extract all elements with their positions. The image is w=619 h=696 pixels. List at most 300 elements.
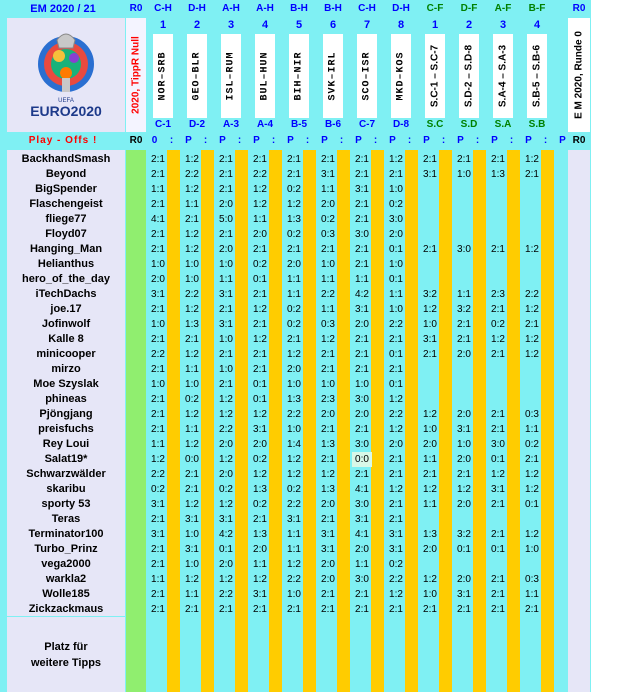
final-tip-cell: 2:1	[525, 454, 539, 465]
round-column-right	[568, 150, 590, 692]
tip-cell: 1:0	[389, 184, 403, 195]
tip-cell: 1:2	[219, 454, 233, 465]
tip-cell: 3:0	[355, 574, 369, 585]
tip-cell: 2:1	[355, 469, 369, 480]
tip-cell: 2:1	[151, 334, 165, 345]
final-tip-cell	[522, 257, 542, 272]
tip-cell: 2:1	[151, 604, 165, 615]
tip-column-stripe	[201, 150, 214, 692]
tip-cell: 2:1	[321, 589, 335, 600]
tip-cell: 3:1	[185, 514, 199, 525]
left-side-label: 2020, TippR Null	[126, 18, 146, 132]
final-tip-cell: 1:3	[491, 169, 505, 180]
round-column-left	[126, 150, 146, 692]
tip-cell: 2:0	[355, 409, 369, 420]
player-name: Rey Loui	[42, 438, 90, 450]
tip-cell: 2:0	[321, 199, 335, 210]
tip-cell: 2:1	[321, 514, 335, 525]
player-name: BackhandSmash	[21, 153, 111, 165]
tip-cell: 2:1	[151, 559, 165, 570]
tip-cell: 1:2	[253, 574, 267, 585]
footer-line-2: weitere Tipps	[30, 656, 102, 669]
final-tip-cell: 2:1	[457, 604, 471, 615]
tip-cell: 2:1	[219, 349, 233, 360]
tip-cell: 1:3	[321, 439, 335, 450]
right-side-label: E M 2020, Runde 0	[568, 18, 590, 132]
tip-cell: 2:1	[321, 424, 335, 435]
tip-cell: 1:2	[151, 454, 165, 465]
column-group-label: B-H	[290, 3, 308, 14]
tip-cell: 0:2	[287, 304, 301, 315]
tip-cell: 1:0	[185, 259, 199, 270]
tip-cell: 2:1	[185, 214, 199, 225]
final-tip-cell	[522, 392, 542, 407]
tip-cell: 3:1	[219, 514, 233, 525]
tip-cell: 2:1	[389, 364, 403, 375]
tip-cell: 1:0	[219, 334, 233, 345]
column-number: 1	[431, 19, 439, 31]
final-tip-cell: 1:2	[525, 334, 539, 345]
final-tip-cell	[522, 557, 542, 572]
tip-cell: 2:1	[151, 514, 165, 525]
final-tip-cell: 0:1	[491, 454, 505, 465]
tip-cell: 2:0	[253, 229, 267, 240]
tip-cell: 2:2	[389, 409, 403, 420]
final-tip-cell: 2:1	[525, 169, 539, 180]
tip-column-stripe	[473, 150, 486, 692]
subheader-marker: :	[237, 135, 242, 146]
tip-cell: 2:1	[219, 304, 233, 315]
tip-cell: 1:0	[287, 379, 301, 390]
tip-cell: 2:1	[253, 319, 267, 330]
tip-cell: 1:3	[253, 484, 267, 495]
final-tip-cell: 3:1	[423, 169, 437, 180]
final-tip-cell: 0:1	[525, 499, 539, 510]
tip-cell: 2:1	[287, 169, 301, 180]
tip-cell: 2:1	[219, 169, 233, 180]
tip-cell: 1:0	[321, 259, 335, 270]
final-tip-cell	[420, 257, 440, 272]
final-tip-cell: 2:1	[491, 244, 505, 255]
final-tip-cell: 2:1	[491, 499, 505, 510]
subheader-marker: P	[525, 135, 532, 146]
tip-cell: 3:0	[355, 229, 369, 240]
final-tip-cell: 3:1	[423, 334, 437, 345]
tip-cell: 2:1	[389, 499, 403, 510]
final-tip-cell: 1:2	[491, 469, 505, 480]
tip-cell: 2:1	[151, 409, 165, 420]
final-tip-cell	[454, 272, 474, 287]
tip-cell: 2:3	[321, 394, 335, 405]
subheader-marker: P	[321, 135, 328, 146]
final-tip-cell: 1:0	[525, 544, 539, 555]
tip-cell: 0:2	[389, 199, 403, 210]
tip-cell: 3:0	[355, 439, 369, 450]
tip-cell: 4:2	[219, 529, 233, 540]
tip-cell: 3:1	[321, 544, 335, 555]
tip-cell: 1:0	[185, 274, 199, 285]
tip-cell: 1:4	[287, 439, 301, 450]
tip-column-stripe	[167, 150, 180, 692]
round-code-right: R0	[572, 3, 586, 14]
final-tip-cell: 0:3	[525, 409, 539, 420]
tip-cell: 0:3	[321, 319, 335, 330]
column-sub-label: A-3	[222, 119, 240, 130]
final-tip-cell	[454, 182, 474, 197]
tip-cell: 2:1	[321, 349, 335, 360]
column-number: 2	[193, 19, 201, 31]
tip-cell: 1:1	[219, 274, 233, 285]
final-tip-cell	[420, 512, 440, 527]
final-tip-cell: 2:1	[491, 424, 505, 435]
tip-cell: 3:1	[389, 544, 403, 555]
subheader-marker: :	[407, 135, 412, 146]
column-sub-label: D-2	[188, 119, 206, 130]
final-tip-cell	[522, 512, 542, 527]
tip-cell: 1:1	[321, 184, 335, 195]
final-tip-cell: 2:0	[457, 349, 471, 360]
tip-cell: 2:1	[253, 349, 267, 360]
player-name: BigSpender	[35, 183, 97, 195]
tip-cell: 1:0	[355, 379, 369, 390]
tip-cell: 2:1	[253, 514, 267, 525]
tip-cell: 0:2	[321, 214, 335, 225]
tip-column-stripe	[405, 150, 418, 692]
column-match-label: NOR–SRB	[153, 34, 173, 118]
final-tip-cell	[522, 197, 542, 212]
tip-cell: 1:1	[151, 184, 165, 195]
column-group-label: C-H	[154, 3, 172, 14]
tip-cell: 2:1	[287, 334, 301, 345]
final-tip-cell: 2:2	[525, 289, 539, 300]
final-tip-cell: 1:3	[423, 529, 437, 540]
euro-2020-logo	[7, 18, 125, 132]
tip-cell: 2:2	[321, 289, 335, 300]
tip-cell: 2:2	[219, 589, 233, 600]
final-tip-cell: 2:0	[457, 454, 471, 465]
subheader-marker: :	[203, 135, 208, 146]
column-number: 4	[533, 19, 541, 31]
tip-cell: 2:1	[355, 424, 369, 435]
tip-cell: 2:0	[253, 544, 267, 555]
tip-cell: 2:0	[253, 439, 267, 450]
final-tip-cell: 2:1	[491, 409, 505, 420]
tip-cell: 2:1	[253, 154, 267, 165]
column-group-label: C-F	[426, 3, 444, 14]
column-number: 8	[397, 19, 405, 31]
tip-cell: 2:1	[253, 604, 267, 615]
final-tip-cell: 1:0	[423, 424, 437, 435]
tip-cell: 2:0	[321, 574, 335, 585]
column-match-label: SVK–IRL	[323, 34, 343, 118]
column-sub-label: B-5	[290, 119, 308, 130]
final-tip-cell: 0:1	[491, 544, 505, 555]
final-tip-cell: 1:1	[423, 454, 437, 465]
final-tip-cell	[522, 362, 542, 377]
tip-cell: 2:1	[151, 229, 165, 240]
final-tip-cell	[488, 362, 508, 377]
subheader-marker: :	[305, 135, 310, 146]
tip-cell: 2:0	[219, 559, 233, 570]
column-number: 4	[261, 19, 269, 31]
column-sub-label: S.A	[494, 119, 512, 130]
column-match-label: ISL–RUM	[221, 34, 241, 118]
column-sub-label: C-1	[154, 119, 172, 130]
final-tip-cell: 1:0	[457, 439, 471, 450]
tip-cell: 0:2	[389, 559, 403, 570]
tip-cell: 1:2	[219, 574, 233, 585]
final-tip-cell: 1:2	[457, 484, 471, 495]
tip-cell: 5:0	[219, 214, 233, 225]
final-tip-cell	[522, 212, 542, 227]
column-match-label: S.D-2 – S.D-8	[459, 34, 479, 118]
player-name: preisfuchs	[38, 423, 94, 435]
subheader-marker: :	[169, 135, 174, 146]
tip-cell: 0:1	[219, 544, 233, 555]
final-tip-cell: 2:1	[525, 604, 539, 615]
final-tip-cell	[454, 212, 474, 227]
final-tip-cell	[488, 182, 508, 197]
tip-cell: 2:2	[287, 499, 301, 510]
final-tip-cell: 0:1	[457, 544, 471, 555]
final-tip-cell	[454, 227, 474, 242]
final-tip-cell: 2:0	[423, 544, 437, 555]
final-tip-cell: 3:2	[457, 304, 471, 315]
tip-cell: 2:2	[219, 424, 233, 435]
tip-cell: 1:2	[287, 349, 301, 360]
final-tip-cell: 2:1	[423, 469, 437, 480]
tip-cell: 2:1	[321, 364, 335, 375]
tip-cell: 2:1	[219, 604, 233, 615]
final-tip-cell: 2:1	[491, 604, 505, 615]
tip-cell: 2:0	[355, 544, 369, 555]
tip-cell: 1:0	[287, 589, 301, 600]
player-name: vega2000	[41, 558, 91, 570]
final-tip-cell: 0:2	[525, 439, 539, 450]
final-tip-cell	[522, 182, 542, 197]
final-tip-cell: 1:0	[423, 589, 437, 600]
column-sub-label: A-4	[256, 119, 274, 130]
final-tip-cell	[488, 227, 508, 242]
svg-text:EURO2020: EURO2020	[30, 103, 102, 119]
tip-cell: 1:1	[287, 289, 301, 300]
column-group-label: D-H	[392, 3, 410, 14]
final-tip-cell: 2:0	[457, 499, 471, 510]
tip-cell: 0:2	[185, 394, 199, 405]
final-tip-cell	[420, 362, 440, 377]
tip-cell: 2:1	[253, 289, 267, 300]
column-number: 5	[295, 19, 303, 31]
column-group-label: A-F	[494, 3, 512, 14]
final-tip-cell: 2:1	[491, 304, 505, 315]
tip-cell: 2:1	[219, 154, 233, 165]
tip-cell: 1:2	[253, 334, 267, 345]
tip-cell: 2:2	[151, 349, 165, 360]
subheader-marker: P	[491, 135, 498, 146]
tip-cell: 2:1	[355, 589, 369, 600]
tip-cell: 1:2	[185, 229, 199, 240]
tip-cell: 3:1	[253, 589, 267, 600]
tip-cell: 1:2	[287, 454, 301, 465]
tip-cell: 2:1	[151, 154, 165, 165]
tip-cell: 1:2	[185, 499, 199, 510]
column-number: 2	[465, 19, 473, 31]
tip-cell: 2:2	[287, 574, 301, 585]
tip-cell: 2:1	[389, 454, 403, 465]
tip-cell: 1:1	[287, 544, 301, 555]
tip-cell: 2:2	[151, 469, 165, 480]
tip-cell: 2:1	[389, 604, 403, 615]
tip-cell: 2:1	[355, 214, 369, 225]
tip-cell: 2:1	[321, 454, 335, 465]
tip-cell: 0:1	[389, 274, 403, 285]
final-tip-cell: 2:1	[423, 604, 437, 615]
tip-cell: 2:1	[151, 394, 165, 405]
player-name: mirzo	[51, 363, 81, 375]
subheader-marker: :	[339, 135, 344, 146]
tip-cell: 2:0	[287, 259, 301, 270]
final-tip-cell: 2:1	[525, 319, 539, 330]
final-tip-cell: 3:0	[457, 244, 471, 255]
final-tip-cell	[454, 257, 474, 272]
column-sub-label: C-7	[358, 119, 376, 130]
subheader-marker: P	[219, 135, 226, 146]
player-name: Turbo_Prinz	[34, 543, 98, 555]
tip-cell: 2:1	[185, 604, 199, 615]
footer-line-1: Platz für	[44, 640, 88, 653]
column-match-label: S.A-4 – S.A-3	[493, 34, 513, 118]
tip-cell: 1:2	[185, 304, 199, 315]
tip-cell: 1:1	[253, 559, 267, 570]
tip-cell: 2:0	[321, 559, 335, 570]
subheader-marker: P	[185, 135, 192, 146]
tip-cell: 2:1	[287, 244, 301, 255]
final-tip-cell: 2:1	[491, 349, 505, 360]
trophy-icon	[7, 18, 125, 132]
tip-cell: 0:3	[321, 229, 335, 240]
tip-cell: 2:0	[287, 364, 301, 375]
tip-column-stripe	[439, 150, 452, 692]
player-name: Helianthus	[37, 258, 95, 270]
tip-cell: 0:1	[389, 349, 403, 360]
tip-cell: 1:1	[321, 274, 335, 285]
player-name: Kalle 8	[48, 333, 84, 345]
final-tip-cell: 3:0	[491, 439, 505, 450]
column-match-label: BUL–HUN	[255, 34, 275, 118]
column-number: 1	[159, 19, 167, 31]
column-group-label: A-H	[256, 3, 274, 14]
tip-cell: 1:2	[389, 154, 403, 165]
tip-cell: 1:1	[185, 589, 199, 600]
tip-cell: 1:3	[287, 214, 301, 225]
tip-cell: 2:2	[389, 319, 403, 330]
tip-cell: 2:1	[151, 199, 165, 210]
tip-cell: 2:1	[151, 304, 165, 315]
tip-cell: 2:2	[389, 574, 403, 585]
tip-cell: 1:0	[287, 424, 301, 435]
tip-cell: 0:0	[352, 452, 372, 467]
final-tip-cell	[420, 557, 440, 572]
player-name: sporty 53	[41, 498, 91, 510]
subheader-marker: P	[559, 135, 566, 146]
final-tip-cell	[420, 227, 440, 242]
tip-cell: 2:2	[185, 289, 199, 300]
final-tip-cell	[488, 272, 508, 287]
final-tip-cell: 2:1	[457, 334, 471, 345]
column-sub-label: S.B	[528, 119, 546, 130]
tip-column-stripe	[337, 150, 350, 692]
column-group-label: C-H	[358, 3, 376, 14]
final-tip-cell: 0:2	[491, 319, 505, 330]
tip-cell: 3:0	[355, 394, 369, 405]
tip-cell: 1:2	[287, 469, 301, 480]
tip-cell: 1:2	[253, 184, 267, 195]
final-tip-cell: 1:1	[423, 499, 437, 510]
tip-cell: 3:0	[389, 214, 403, 225]
tip-cell: 1:1	[287, 529, 301, 540]
final-tip-cell	[420, 182, 440, 197]
tip-cell: 1:3	[321, 484, 335, 495]
tip-cell: 2:1	[287, 154, 301, 165]
tip-cell: 2:2	[185, 169, 199, 180]
tip-cell: 2:1	[355, 364, 369, 375]
tip-cell: 3:1	[219, 319, 233, 330]
player-name: phineas	[45, 393, 87, 405]
column-group-label: D-H	[188, 3, 206, 14]
tip-cell: 1:2	[253, 304, 267, 315]
tip-cell: 0:1	[253, 274, 267, 285]
final-tip-cell	[488, 377, 508, 392]
final-tip-cell: 1:0	[423, 319, 437, 330]
tip-cell: 2:1	[355, 169, 369, 180]
final-tip-cell: 2:1	[491, 154, 505, 165]
player-name: hero_of_the_day	[21, 273, 111, 285]
tip-cell: 1:1	[287, 274, 301, 285]
tip-column-stripe	[269, 150, 282, 692]
tip-cell: 2:1	[151, 169, 165, 180]
final-tip-cell: 2:1	[457, 154, 471, 165]
final-tip-cell	[488, 257, 508, 272]
tip-cell: 3:1	[355, 304, 369, 315]
tip-cell: 3:1	[389, 529, 403, 540]
tip-cell: 1:0	[185, 559, 199, 570]
tip-cell: 2:1	[355, 604, 369, 615]
final-tip-cell	[454, 512, 474, 527]
round-code-left: R0	[129, 3, 143, 14]
tip-cell: 1:2	[219, 409, 233, 420]
final-tip-cell	[454, 362, 474, 377]
tip-cell: 3:1	[355, 514, 369, 525]
tip-cell: 2:0	[389, 439, 403, 450]
tip-column-stripe	[371, 150, 384, 692]
final-tip-cell: 1:2	[525, 244, 539, 255]
player-name: iTechDachs	[35, 288, 97, 300]
final-tip-cell: 3:2	[457, 529, 471, 540]
tip-cell: 1:0	[389, 304, 403, 315]
tip-cell: 0:2	[287, 484, 301, 495]
footer-note	[7, 617, 125, 692]
column-group-label: A-H	[222, 3, 240, 14]
tip-cell: 1:1	[321, 304, 335, 315]
tip-cell: 0:2	[151, 484, 165, 495]
tip-cell: 0:1	[389, 244, 403, 255]
tip-cell: 0:0	[185, 454, 199, 465]
subheader-marker: :	[509, 135, 514, 146]
tip-cell: 2:1	[389, 514, 403, 525]
tip-cell: 2:1	[355, 259, 369, 270]
final-tip-cell: 1:2	[525, 154, 539, 165]
player-name: Wolle185	[42, 588, 90, 600]
